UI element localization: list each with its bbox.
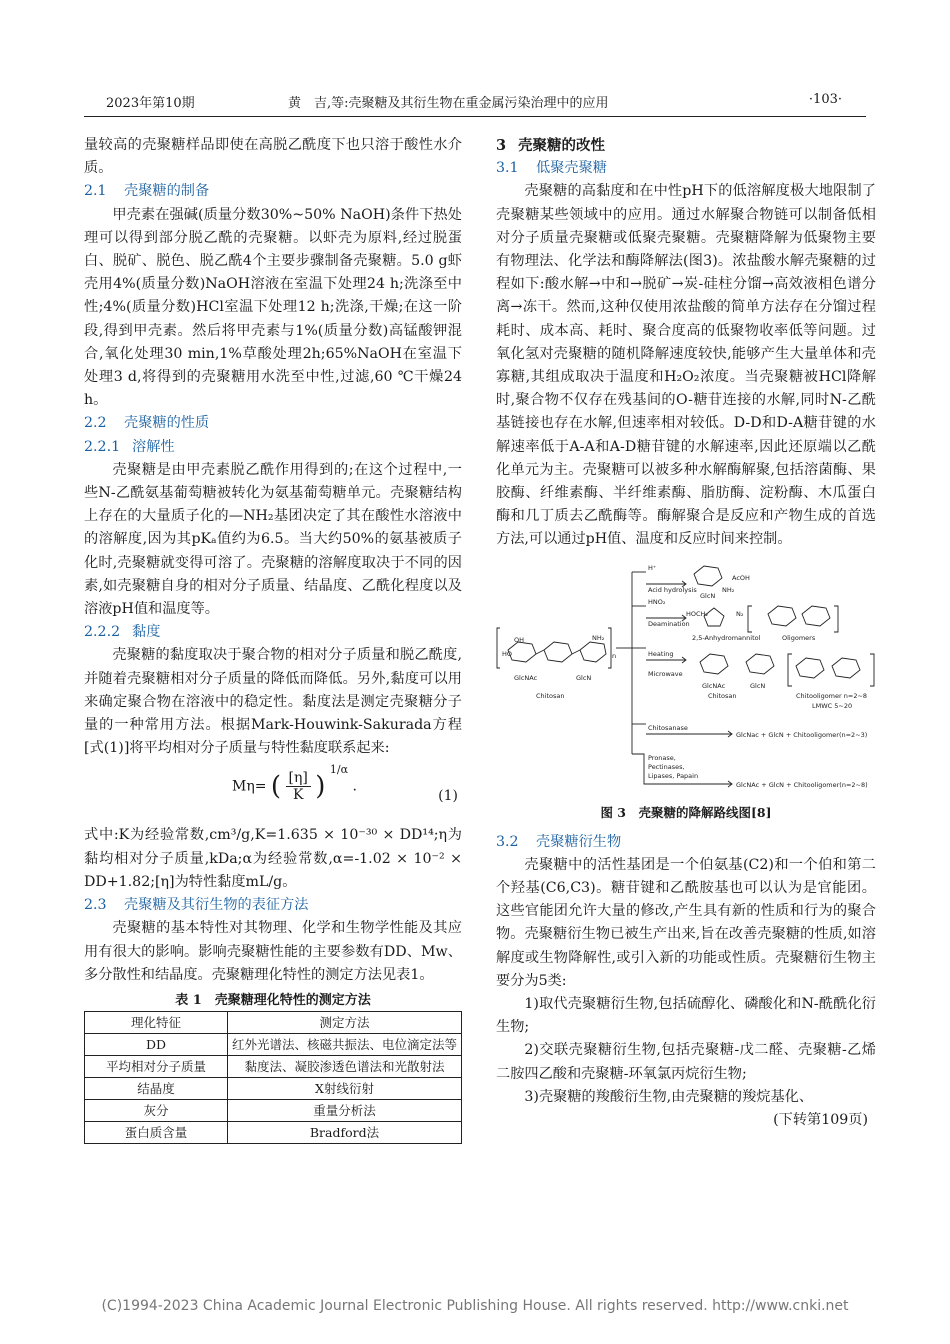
section-title: 黏度 — [132, 624, 161, 641]
equation-number: (1) — [438, 788, 458, 805]
figure-label: GlcNAc — [702, 681, 726, 690]
chapter-heading — [496, 134, 876, 157]
figure-label: Deamination — [648, 619, 690, 628]
section-number: 3.2 — [496, 833, 519, 850]
figure-label: HOCH₂ — [686, 609, 709, 618]
subsection-heading — [84, 621, 462, 644]
section-number: 2.2.1 — [84, 438, 121, 455]
figure-label: Chitooligomer n=2~8 — [796, 691, 868, 700]
table-cell: 重量分析法 — [228, 1099, 462, 1121]
section-title: 低聚壳聚糖 — [536, 160, 607, 177]
table-row — [85, 1033, 462, 1055]
figure-label: OH — [514, 635, 525, 644]
equation-lhs: Mη= — [232, 778, 267, 795]
degradation-figure — [496, 558, 876, 801]
figure-label: GlcN — [576, 673, 592, 682]
paragraph: 壳聚糖的黏度取决于聚合物的相对分子质量和脱乙酰度,并随着壳聚糖相对分子质量的降低而降低。另外,黏度可以用来确定聚合物在溶液中的稳定性。黏度法是测定壳聚糖分子量的一种常用方法。根据Mark-Houwink-Sakurada方程[式(1)]将平均相对分子质量与特性黏度联系起来: — [84, 647, 462, 757]
table-cell: 蛋白质含量 — [85, 1121, 228, 1143]
figure-label: Microwave — [648, 669, 683, 678]
section-number: 2.1 — [84, 183, 107, 200]
section-title: 壳聚糖衍生物 — [536, 833, 622, 850]
table-caption: 表 1 壳聚糖理化特性的测定方法 — [175, 992, 371, 1008]
equation-denominator: K — [292, 787, 304, 804]
table-cell: Bradford法 — [228, 1121, 462, 1143]
copyright-footer: (C)1994-2023 China Academic Journal Electronic Publishing House. All rights reserved. http://www.cnki.net — [101, 1298, 849, 1314]
figure-label: Pectinases, — [648, 762, 685, 771]
paragraph: 壳聚糖的基本特性对其物理、化学和生物学性能及其应用有很大的影响。影响壳聚糖性能的主要参数有DD、Mw、多分散性和结晶度。壳聚糖理化特性的测定方法见表1。 — [84, 920, 462, 983]
figure-label: H⁺ — [648, 563, 657, 572]
paragraph: 壳聚糖是由甲壳素脱乙酰作用得到的;在这个过程中,一些N-乙酰氨基葡萄糖被转化为氨基葡萄糖单元。壳聚糖结构上存在的大量质子化的—NH₂基团决定了其在酸性水溶液中的溶解度,因为其pKₐ值约为6.5。当大约50%的氨基被质子化时,壳聚糖就变得可溶了。壳聚糖的溶解度取决于不同的因素,如壳聚糖自身的相对分子质量、结晶度、乙酰化程度以及溶液pH值和温度等。 — [84, 461, 462, 618]
table-cell: 结晶度 — [85, 1077, 228, 1099]
figure-label: 2,5-Anhydromannitol — [692, 633, 761, 642]
equation-numerator: [η] — [286, 770, 311, 787]
figure-caption: 图 3 壳聚糖的降解路线图[8] — [600, 804, 772, 820]
table-cell: X射线衍射 — [228, 1077, 462, 1099]
paragraph: 量较高的壳聚糖样品即使在高脱乙酰度下也只溶于酸性水介质。 — [84, 137, 462, 177]
figure-label: Chitosanase — [648, 723, 688, 732]
figure-label: AcOH — [732, 573, 750, 582]
section-number: 3.1 — [496, 160, 519, 177]
section-heading — [84, 180, 462, 203]
equation-end: . — [352, 778, 357, 795]
left-column — [84, 134, 462, 1144]
continuation-note: (下转第109页) — [773, 1112, 868, 1129]
section-heading — [84, 894, 462, 917]
figure-label: Lipases, Papain — [648, 771, 699, 780]
paragraph: 壳聚糖的高黏度和在中性pH下的低溶解度极大地限制了壳聚糖某些领域中的应用。通过水解聚合物链可以制备低相对分子质量壳聚糖或低聚壳聚糖。壳聚糖降解为低聚物主要有物理法、化学法和酶降解法(图3)。浓盐酸水解壳聚糖的过程如下:酸水解→中和→脱矿→炭-硅柱分馏→高效液相色谱分离→冻干。然而,这种仅使用浓盐酸的简单方法存在分馏过程耗时、成本高、耗时、聚合度高的低聚物收率低等问题。过氧化氢对壳聚糖的随机降解速度较快,能够产生大量单体和壳寡糖,其组成取决于温度和H₂O₂浓度。当壳聚糖被HCl降解时,聚合物不仅存在残基间的O-糖苷连接的水解,同时N-乙酰基链接也存在水解,但速率相对较低。D-D和D-A糖苷键的水解速率低于A-A和A-D糖苷键的水解速率,因此还原端以乙酰化单元为主。壳聚糖可以被多种水解酶解聚,包括溶菌酶、果胶酶、纤维素酶、半纤维素酶、脂肪酶、淀粉酶、木瓜蛋白酶和几丁质去乙酰酶等。酶解聚合是反应和产物生成的首选方法,可以通过pH值、温度和反应时间来控制。 — [496, 183, 876, 548]
figure-label: HNO₂ — [648, 597, 666, 606]
paragraph: 甲壳素在强碱(质量分数30%~50% NaOH)条件下热处理可以得到部分脱乙酰的壳聚糖。以虾壳为原料,经过脱蛋白、脱矿、脱色、脱乙酰4个主要步骤制备壳聚糖。5.0 g虾壳用4%(质量分数)NaOH溶液在室温下处理24 h;洗涤至中性;4%(质量分数)HCl室温下处理12 h;洗涤,干燥;在这一阶段,得到甲壳素。然后将甲壳素与1%(质量分数)高锰酸钾混合,氧化处理30 min,1%草酸处理2h;65%NaOH在室温下处理3 d,将得到的壳聚糖用水洗至中性,过滤,60 ℃干燥24 h。 — [84, 206, 462, 409]
section-number: 2.2.2 — [84, 624, 121, 641]
section-title: 溶解性 — [132, 438, 175, 455]
section-heading — [496, 831, 876, 854]
issue-label: 2023年第10期 — [106, 96, 195, 111]
header-rule — [84, 116, 866, 117]
figure-label: Heating — [648, 649, 674, 658]
section-title: 壳聚糖及其衍生物的表征方法 — [124, 897, 309, 914]
list-item: 3)壳聚糖的羧酸衍生物,由壳聚糖的羧烷基化、 — [524, 1088, 814, 1105]
table-header-row — [85, 1011, 462, 1033]
table-row — [85, 1099, 462, 1121]
table-row — [85, 1055, 462, 1077]
section-title: 壳聚糖的制备 — [124, 183, 210, 200]
table-cell: 黏度法、凝胶渗透色谱法和光散射法 — [228, 1055, 462, 1077]
table-cell: 红外光谱法、核磁共振法、电位滴定法等 — [228, 1033, 462, 1055]
table-cell: 灰分 — [85, 1099, 228, 1121]
figure-label: Acid hydrolysis — [648, 585, 697, 594]
section-heading — [496, 157, 876, 180]
section-number: 3 — [496, 137, 507, 154]
right-column — [496, 134, 876, 1132]
list-item: 2)交联壳聚糖衍生物,包括壳聚糖-戊二醛、壳聚糖-乙烯二胺四乙酸和壳聚糖-环氧氯丙烷衍生物; — [496, 1042, 876, 1082]
figure-label: HO — [502, 649, 513, 658]
page-number: ·103· — [808, 92, 842, 107]
figure-label: GlcNAc — [514, 673, 538, 682]
list-item: 1)取代壳聚糖衍生物,包括硫醇化、磷酸化和N-酰酰化衍生物; — [496, 996, 876, 1036]
section-number: 2.3 — [84, 897, 107, 914]
equation-paren: ) — [315, 771, 326, 802]
property-table — [84, 1011, 462, 1144]
figure-label: Chitosan — [708, 691, 737, 700]
table-cell: DD — [85, 1033, 228, 1055]
table-header-cell: 理化特征 — [85, 1011, 228, 1033]
section-title: 壳聚糖的性质 — [124, 415, 210, 432]
degradation-diagram — [496, 558, 876, 801]
paragraph: 式中:K为经验常数,cm³/g,K=1.635 × 10⁻³⁰ × DD¹⁴;η为黏均相对分子质量,kDa;α为经验常数,α=-1.02 × 10⁻² × DD+1.82;[η]为特性黏度mL/g。 — [84, 827, 462, 890]
equation — [84, 760, 462, 824]
equation-exponent: 1/α — [329, 762, 349, 776]
figure-label: Oligomers — [782, 633, 816, 642]
subsection-heading — [84, 436, 462, 459]
table-header-cell: 测定方法 — [228, 1011, 462, 1033]
running-title: 黄 吉,等:壳聚糖及其衍生物在重金属污染治理中的应用 — [288, 96, 609, 111]
page-header — [84, 88, 866, 114]
figure-label: NH₂ — [722, 585, 735, 594]
table-cell: 平均相对分子质量 — [85, 1055, 228, 1077]
table-row — [85, 1077, 462, 1099]
figure-label: N₂ — [736, 609, 744, 618]
figure-label: NH₂ — [592, 633, 605, 642]
figure-label: GlcNAc + GlcN + Chitooligomer(n=2~8) — [736, 780, 868, 789]
figure-label: Chitosan — [536, 691, 565, 700]
section-heading — [84, 412, 462, 435]
figure-label: LMWC 5~20 — [812, 701, 853, 710]
paragraph: 壳聚糖中的活性基团是一个伯氨基(C2)和一个伯和第二个羟基(C6,C3)。糖苷键和乙酰胺基也可以认为是官能团。这些官能团允许大量的修改,产生具有新的性质和行为的聚合物。壳聚糖衍生物已被生产出来,旨在改善壳聚糖的性质,如溶解度或生物降解性,或引入新的功能或性质。壳聚糖衍生物主要分为5类: — [496, 856, 876, 989]
figure-label: GlcN — [750, 681, 766, 690]
section-number: 2.2 — [84, 415, 107, 432]
table-row — [85, 1121, 462, 1143]
equation-paren: ( — [270, 771, 282, 802]
equation-fraction — [286, 770, 311, 803]
section-title: 壳聚糖的改性 — [518, 137, 605, 154]
figure-label: n — [612, 651, 617, 660]
figure-label: GlcNac + GlcN + Chitooligomer(n=2~3) — [736, 730, 868, 739]
figure-label: GlcN — [700, 591, 716, 600]
figure-label: Pronase, — [648, 753, 676, 762]
